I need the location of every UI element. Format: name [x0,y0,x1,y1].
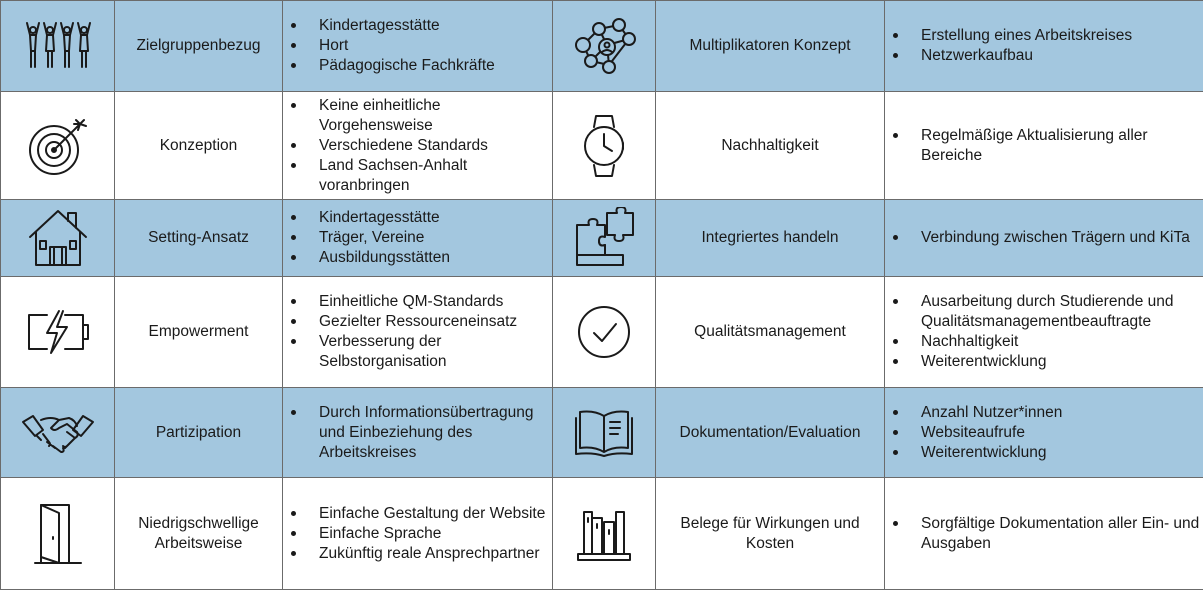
list-item: Sorgfältige Dokumentation aller Ein- und Ausgaben [921,514,1203,554]
table-row [1,277,1203,388]
list-item: Zukünftig reale Ansprechpartner [319,544,552,564]
table-row [1,92,1203,200]
list-item: Einfache Sprache [319,524,552,544]
bullet-list [885,26,1203,66]
list-item: Durch Informationsübertragung und Einbeziehung des Arbeitskreises [319,403,552,463]
list-item: Erstellung eines Arbeitskreises [921,26,1203,46]
row-label: Empowerment [115,277,283,388]
list-item: Keine einheitliche Vorgehensweise [319,96,552,136]
list-item: Ausbildungsstätten [319,248,552,268]
table-row [1,200,1203,277]
bullet-list-cell [885,1,1203,92]
list-item: Ausarbeitung durch Studierende und Qualitätsmanagementbeauftragte [921,292,1203,332]
list-item: Regelmäßige Aktualisierung aller Bereiche [921,126,1203,166]
table-row [1,388,1203,478]
wristwatch-icon [553,92,656,200]
list-item: Einheitliche QM-Standards [319,292,552,312]
bullet-list-cell [283,200,553,277]
row-label: Dokumentation/Evaluation [656,388,885,478]
list-item: Verbindung zwischen Trägern und KiTa [921,228,1203,248]
list-item: Pädagogische Fachkräfte [319,56,552,76]
row-label: Konzeption [115,92,283,200]
row-label: Integriertes handeln [656,200,885,277]
list-item: Verbesserung der Selbstorganisation [319,332,552,372]
people-raising-arms-icon [1,1,115,92]
list-item: Kindertagesstätte [319,16,552,36]
list-item: Land Sachsen-Anhalt voranbringen [319,156,552,196]
battery-charging-icon [1,277,115,388]
row-label: Partizipation [115,388,283,478]
bullet-list [283,504,552,564]
bullet-list [283,96,552,196]
bullet-list [885,514,1203,554]
bullet-list [283,208,552,268]
bullet-list-cell [283,478,553,590]
list-item: Weiterentwicklung [921,352,1203,372]
bullet-list-cell [885,200,1203,277]
list-item: Gezielter Ressourceneinsatz [319,312,552,332]
handshake-icon [1,388,115,478]
bullet-list [885,228,1203,248]
table-row [1,1,1203,92]
check-circle-icon [553,277,656,388]
bullet-list-cell [283,277,553,388]
network-people-icon [553,1,656,92]
bullet-list-cell [885,277,1203,388]
bullet-list [885,292,1203,372]
bullet-list [283,403,552,463]
row-label: Zielgruppenbezug [115,1,283,92]
open-book-icon [553,388,656,478]
bullet-list-cell [885,92,1203,200]
list-item: Verschiedene Standards [319,136,552,156]
list-item: Netzwerkaufbau [921,46,1203,66]
row-label: Belege für Wirkungen und Kosten [656,478,885,590]
bookshelf-icon [553,478,656,590]
bullet-list [885,403,1203,463]
bullet-list-cell [283,1,553,92]
table-row [1,478,1203,590]
list-item: Einfache Gestaltung der Website [319,504,552,524]
list-item: Websiteaufrufe [921,423,1203,443]
bullet-list [283,292,552,372]
target-arrow-icon [1,92,115,200]
list-item: Träger, Vereine [319,228,552,248]
bullet-list [885,126,1203,166]
list-item: Weiterentwicklung [921,443,1203,463]
bullet-list-cell [283,388,553,478]
bullet-list-cell [885,388,1203,478]
row-label: Niedrigschwellige Arbeitsweise [115,478,283,590]
row-label: Nachhaltigkeit [656,92,885,200]
row-label: Qualitätsmanagement [656,277,885,388]
puzzle-icon [553,200,656,277]
open-door-icon [1,478,115,590]
house-icon [1,200,115,277]
bullet-list [283,16,552,76]
list-item: Kindertagesstätte [319,208,552,228]
list-item: Nachhaltigkeit [921,332,1203,352]
list-item: Anzahl Nutzer*innen [921,403,1203,423]
bullet-list-cell [283,92,553,200]
list-item: Hort [319,36,552,56]
row-label: Multiplikatoren Konzept [656,1,885,92]
bullet-list-cell [885,478,1203,590]
row-label: Setting-Ansatz [115,200,283,277]
